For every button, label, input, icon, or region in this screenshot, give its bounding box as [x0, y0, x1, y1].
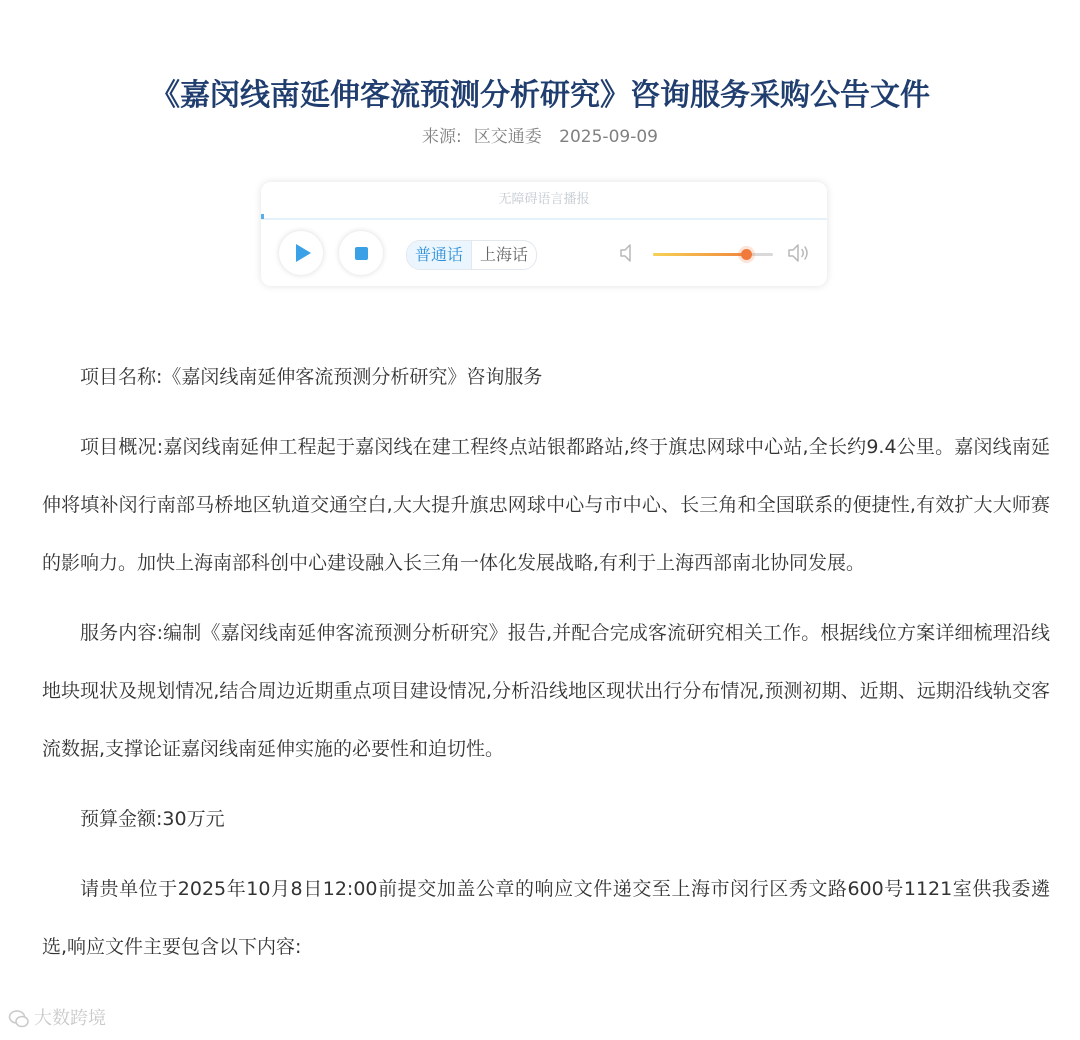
speaker-low-icon[interactable]: [619, 242, 637, 264]
paragraph-service-content: 服务内容:编制《嘉闵线南延伸客流预测分析研究》报告,并配合完成客流研究相关工作。根据线位方案详细梳理沿线地块现状及规划情况,结合周边近期重点项目建设情况,分析沿线地区现状出行分布情况,预测初期、近期、远期沿线轨交客流数据,支撑论证嘉闵线南延伸实施的必要性和迫切性。: [42, 622, 1050, 760]
volume-slider[interactable]: [653, 253, 773, 256]
paragraph-project-overview: 项目概况:嘉闵线南延伸工程起于嘉闵线在建工程终点站银都路站,终于旗忠网球中心站,全长约9.4公里。嘉闵线南延伸将填补闵行南部马桥地区轨道交通空白,大大提升旗忠网球中心与市中心、长三角和全国联系的便捷性,有效扩大大师赛的影响力。加快上海南部科创中心建设融入长三角一体化发展战略,有利于上海西部南北协同发展。: [42, 436, 1050, 574]
source-name: 区交通委: [473, 127, 542, 147]
volume-slider-handle[interactable]: [741, 249, 752, 260]
stop-button[interactable]: [339, 231, 383, 275]
volume-slider-fill: [653, 253, 747, 256]
article-body: [42, 348, 1050, 988]
publish-date: 2025-09-09: [559, 127, 658, 147]
source-label: 来源:: [422, 127, 462, 147]
page-title: 《嘉闵线南延伸客流预测分析研究》咨询服务采购公告文件: [150, 78, 930, 114]
playback-progress[interactable]: [261, 214, 264, 219]
language-switch: [406, 240, 537, 270]
paragraph-submission: 请贵单位于2025年10月8日12:00前提交加盖公章的响应文件递交至上海市闵行区秀文路600号1121室供我委遴选,响应文件主要包含以下内容:: [42, 878, 1050, 958]
play-button[interactable]: [279, 231, 323, 275]
language-option-shanghainese[interactable]: 上海话: [480, 245, 529, 264]
watermark-text: 大数跨境: [34, 1008, 106, 1029]
paragraph-project-name: 项目名称:《嘉闵线南延伸客流预测分析研究》咨询服务: [80, 366, 543, 388]
wechat-logo-icon: [8, 1008, 30, 1030]
language-option-mandarin[interactable]: 普通话: [407, 241, 472, 269]
audio-player: [261, 182, 827, 286]
stop-icon: [355, 247, 368, 260]
paragraph-budget: 预算金额:30万元: [80, 808, 225, 830]
play-icon: [296, 244, 311, 262]
player-header: 无障碍语言播报: [261, 182, 827, 220]
speaker-high-icon[interactable]: [787, 241, 813, 265]
watermark: [8, 1004, 106, 1034]
article-meta: [0, 124, 1080, 150]
